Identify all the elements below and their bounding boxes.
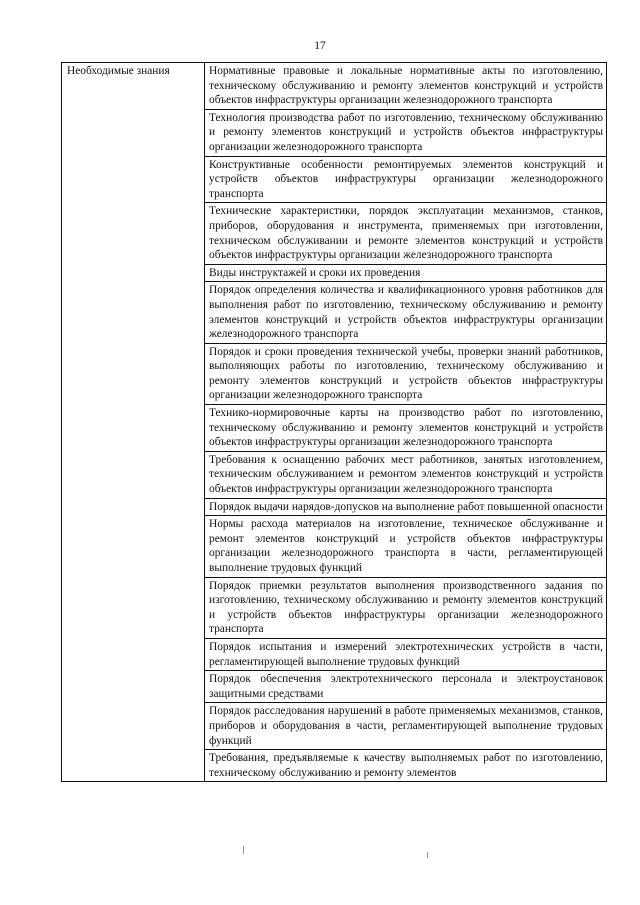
knowledge-item: Конструктивные особенности ремонтируемых элементов конструкций и устройств объектов инфраструктуры организации железнодорожного транспорта bbox=[205, 156, 607, 203]
knowledge-item: Порядок приемки результатов выполнения производственного задания по изготовлению, техническому обслуживанию и ремонту элементов конструкций и устройств объектов инфраструктуры организации железнодорожного транспорта bbox=[205, 577, 607, 638]
knowledge-item bbox=[205, 750, 607, 782]
knowledge-requirements-table bbox=[61, 62, 607, 782]
scan-artifact bbox=[243, 846, 244, 854]
knowledge-item: Порядок и сроки проведения технической учебы, проверки знаний работников, выполняющих работы по изготовлению, техническому обслуживанию и ремонту элементов конструкций и устройств объектов инфраструктуры организации железнодорожного транспорта bbox=[205, 343, 607, 404]
knowledge-item: Порядок обеспечения электротехнического персонала и электроустановок защитными средствами bbox=[205, 671, 607, 703]
knowledge-item: Нормы расхода материалов на изготовление, техническое обслуживание и ремонт элементов конструкций и устройств объектов инфраструктуры организации железнодорожного транспорта в части, регламентирующей выполнение трудовых функций bbox=[205, 516, 607, 577]
knowledge-item: Виды инструктажей и сроки их проведения bbox=[205, 264, 607, 282]
knowledge-item-text: Требования, предъявляемые к качеству выполняемых работ по изготовлению, техническому обслуживанию и ремонту элементов bbox=[209, 752, 603, 779]
knowledge-item: Технические характеристики, порядок эксплуатации механизмов, станков, приборов, оборудования и инструмента, применяемых при изготовлении, техническом обслуживании и ремонте элементов конструкций и устройств объектов инфраструктуры организации железнодорожного транспорта bbox=[205, 203, 607, 264]
knowledge-item: Порядок определения количества и квалификационного уровня работников для выполнения работ по изготовлению, техническому обслуживанию и ремонту элементов конструкций и устройств объектов инфраструктуры организации железнодорожного транспорта bbox=[205, 282, 607, 343]
scan-artifact bbox=[427, 852, 428, 858]
knowledge-item: Порядок испытания и измерений электротехнических устройств в части, регламентирующей выполнение трудовых функций bbox=[205, 638, 607, 670]
section-label: Необходимые знания bbox=[62, 63, 205, 782]
table-row bbox=[62, 63, 607, 110]
knowledge-item: Технико-нормировочные карты на производство работ по изготовлению, техническому обслуживанию и ремонту элементов конструкций и устройств объектов инфраструктуры организации железнодорожного транспорта bbox=[205, 405, 607, 452]
knowledge-item: Порядок выдачи нарядов-допусков на выполнение работ повышенной опасности bbox=[205, 498, 607, 516]
knowledge-item: Нормативные правовые и локальные нормативные акты по изготовлению, техническому обслуживанию и ремонту элементов конструкций и устройств объектов инфраструктуры организации железнодорожного транспорта bbox=[205, 63, 607, 110]
page-number: 17 bbox=[314, 40, 326, 52]
knowledge-item: Порядок расследования нарушений в работе применяемых механизмов, станков, приборов и оборудования в части, регламентирующей выполнение трудовых функций bbox=[205, 703, 607, 750]
knowledge-item: Технология производства работ по изготовлению, техническому обслуживанию и ремонту элементов конструкций и устройств объектов инфраструктуры организации железнодорожного транспорта bbox=[205, 109, 607, 156]
knowledge-item: Требования к оснащению рабочих мест работников, занятых изготовлением, техническим обслуживанием и ремонтом элементов конструкций и устройств объектов инфраструктуры организации железнодорожного транспорта bbox=[205, 451, 607, 498]
